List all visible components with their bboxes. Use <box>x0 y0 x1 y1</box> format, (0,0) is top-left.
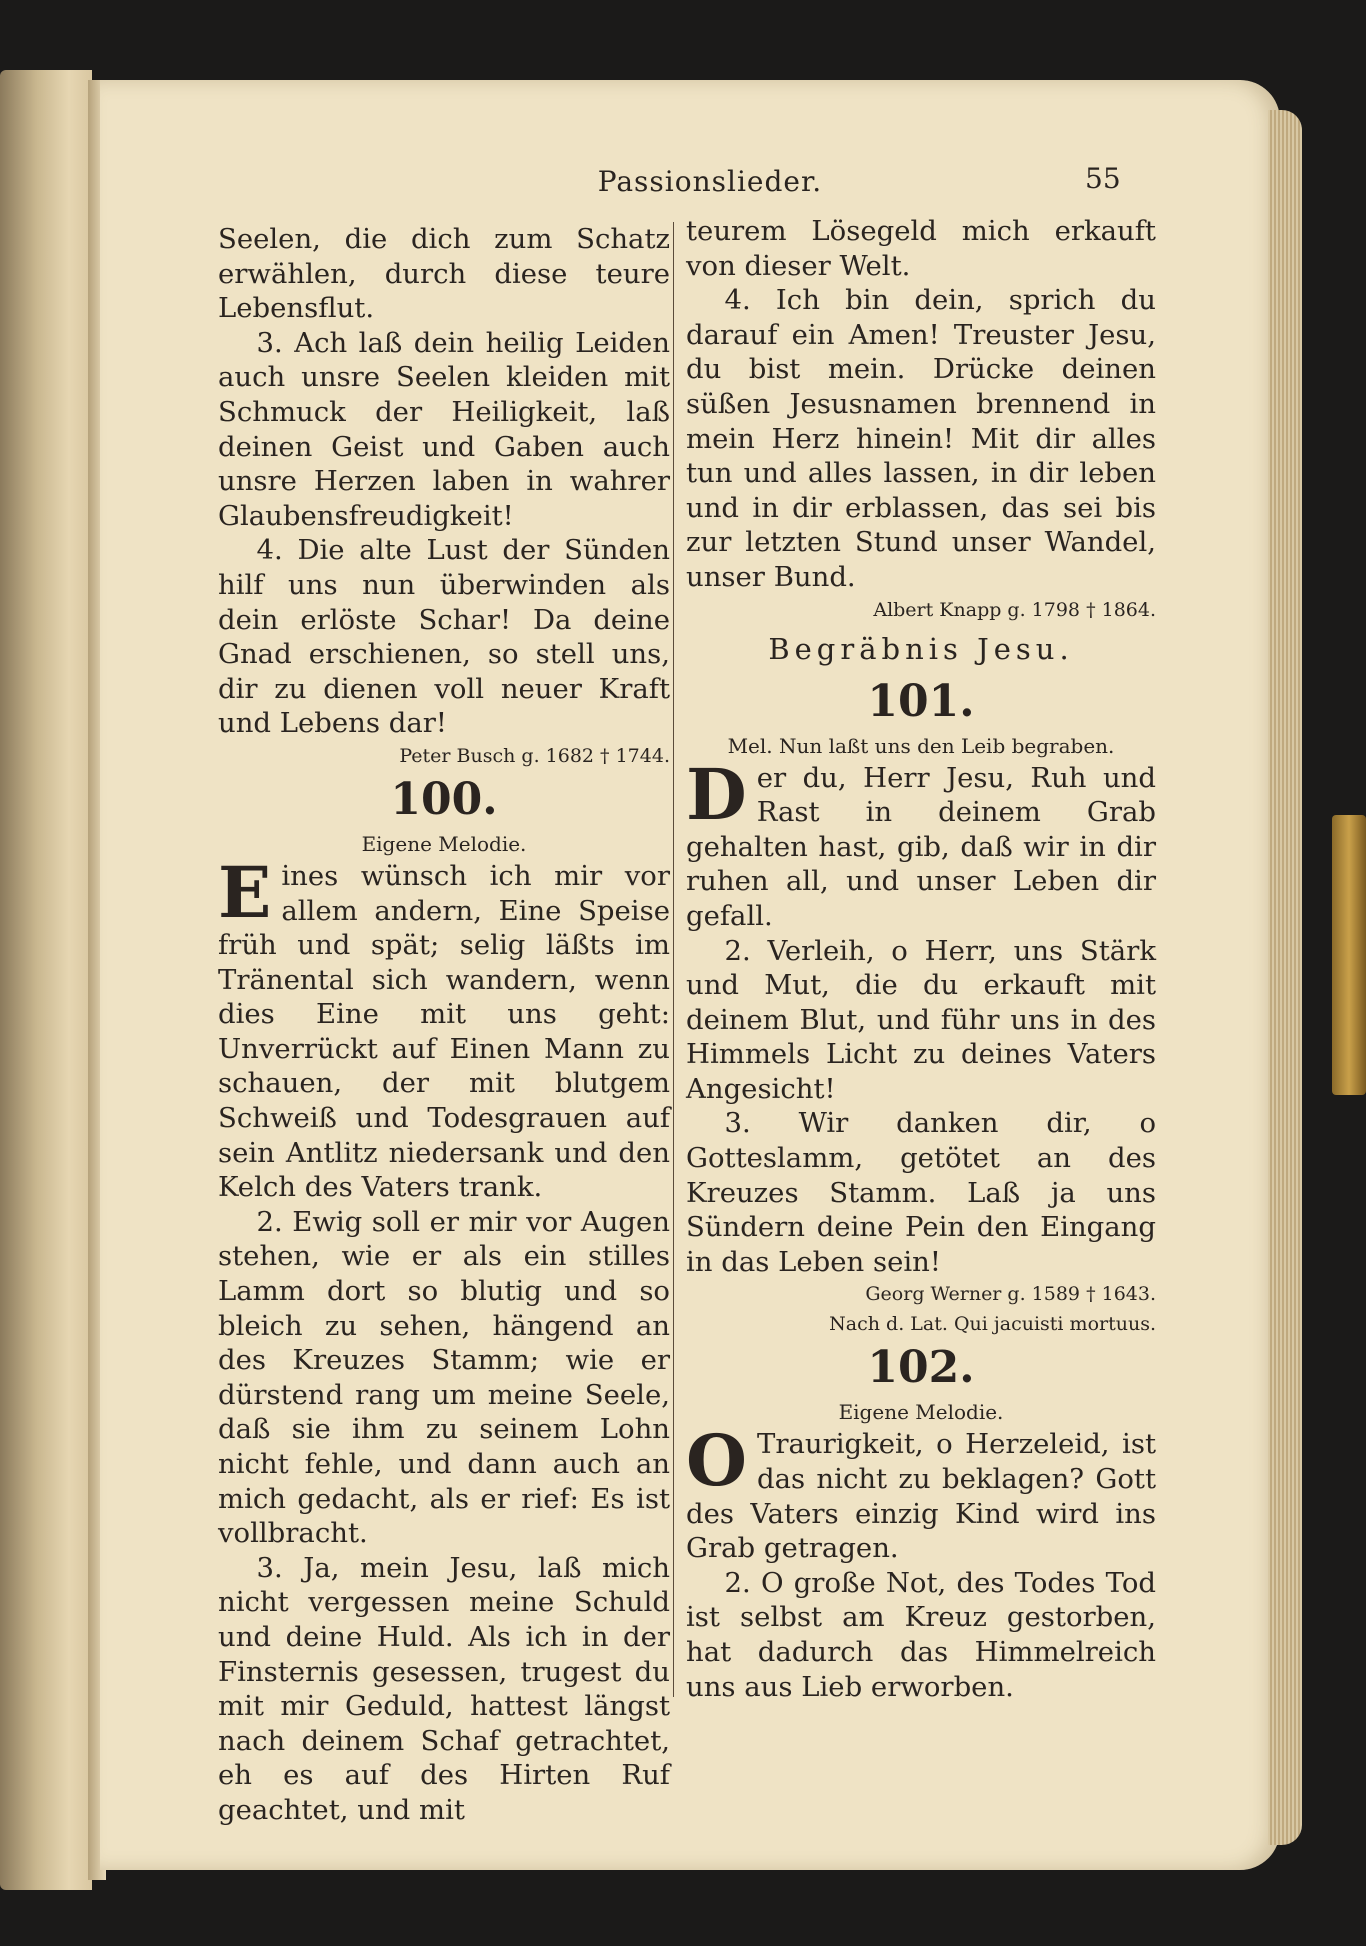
verse: Eines wünsch ich mir vor allem andern, Eine Speise früh und spät; selig läßts im Tränental sich wandern, wenn dies Eine mit uns geht: Unverrückt auf Einen Mann zu schauen, der mit blutgem Schweiß und Todesgrauen auf sein Antlitz niedersank und den Kelch des Vaters trank. <box>218 850 670 1204</box>
running-head: Passionslieder. <box>597 165 823 198</box>
right-column <box>686 214 1156 1704</box>
hymn-number: 100. <box>390 773 498 825</box>
verse: Der du, Herr Jesu, Ruh und Rast in deinem Grab gehalten hast, gib, daß wir in dir ruhen all, und unser Leben dir gefall. <box>686 752 1156 932</box>
verse: 3. Ja, mein Jesu, laß mich nicht vergessen meine Schuld und deine Huld. Als ich in der Finsternis gesessen, trugest du mit mir Geduld, hattest längst nach deinem Schaf getrachtet, eh es auf des Hirten Ruf geachtet, und mit <box>218 1551 670 1826</box>
book-spine-edge <box>0 70 92 1890</box>
verse: 4. Die alte Lust der Sünden hilf uns nun überwinden als dein erlöste Schar! Da deine Gnad erschienen, so stell uns, dir zu dienen voll neuer Kraft und Lebens dar! <box>218 534 670 740</box>
verse: 2. Ewig soll er mir vor Augen stehen, wie er als ein stilles Lamm dort so blutig und so bleich zu sehen, hängend an des Kreuzes Stamm; wie er dürstend rang um meine Seele, daß sie ihm zu seinem Lohn nicht fehle, und dann auch an mich gedacht, als er rief: Es ist vollbracht. <box>218 1205 670 1550</box>
verse: 2. Verleih, o Herr, uns Stärk und Mut, die du erkauft mit deinem Blut, und führ uns in des Himmels Licht zu deines Vaters Angesicht! <box>686 934 1156 1105</box>
hymn-number: 101. <box>867 675 975 727</box>
melody-note: Eigene Melodie. <box>361 831 527 856</box>
verse: 2. O große Not, des Todes Tod ist selbst am Kreuz gestorben, hat dadurch das Himmelreich uns aus Lieb erworben. <box>686 1566 1156 1703</box>
section-title: Begräbnis Jesu. <box>768 631 1074 666</box>
page-stack-edge <box>1268 110 1302 1845</box>
verse: 3. Wir danken dir, o Gotteslamm, getötet an des Kreuzes Stamm. Laß ja uns Sündern deine Pein den Eingang in das Leben sein! <box>686 1107 1156 1278</box>
verse-continuation: teurem Lösegeld mich erkauft von dieser Welt. <box>686 215 1156 282</box>
author-byline: Albert Knapp g. 1798 † 1864. <box>873 598 1156 621</box>
melody-note: Mel. Nun laßt uns den Leib begraben. <box>727 733 1115 758</box>
hymn-number: 102. <box>867 1342 975 1394</box>
left-column <box>218 222 670 1828</box>
melody-note: Eigene Melodie. <box>838 1400 1004 1425</box>
brass-clasp <box>1332 815 1366 1095</box>
author-byline: Georg Werner g. 1589 † 1643. <box>865 1283 1156 1306</box>
source-byline: Nach d. Lat. Qui jacuisti mortuus. <box>829 1313 1156 1336</box>
verse: 3. Ach laß dein heilig Leiden auch unsre Seelen kleiden mit Schmuck der Heiligkeit, laß deinen Geist und Gaben auch unsre Herzen laben in wahrer Glaubensfreudigkeit! <box>218 326 670 532</box>
verse: 4. Ich bin dein, sprich du darauf ein Amen! Treuster Jesu, du bist mein. Drücke deinen süßen Jesusnamen brennend in mein Herz hinein! Mit dir alles tun und alles lassen, in dir leben und in dir erblassen, das sei bis zur letzten Stund unser Wandel, unser Bund. <box>686 284 1156 593</box>
author-byline: Peter Busch g. 1682 † 1744. <box>399 744 670 767</box>
verse: OTraurigkeit, o Herzeleid, ist das nicht zu beklagen? Gott des Vaters einzig Kind wird ins Grab getragen. <box>686 1419 1156 1565</box>
verse-continuation: Seelen, die dich zum Schatz erwählen, durch diese teure Lebensflut. <box>218 223 670 325</box>
column-divider <box>673 222 674 1697</box>
page-number: 55 <box>1085 162 1121 195</box>
